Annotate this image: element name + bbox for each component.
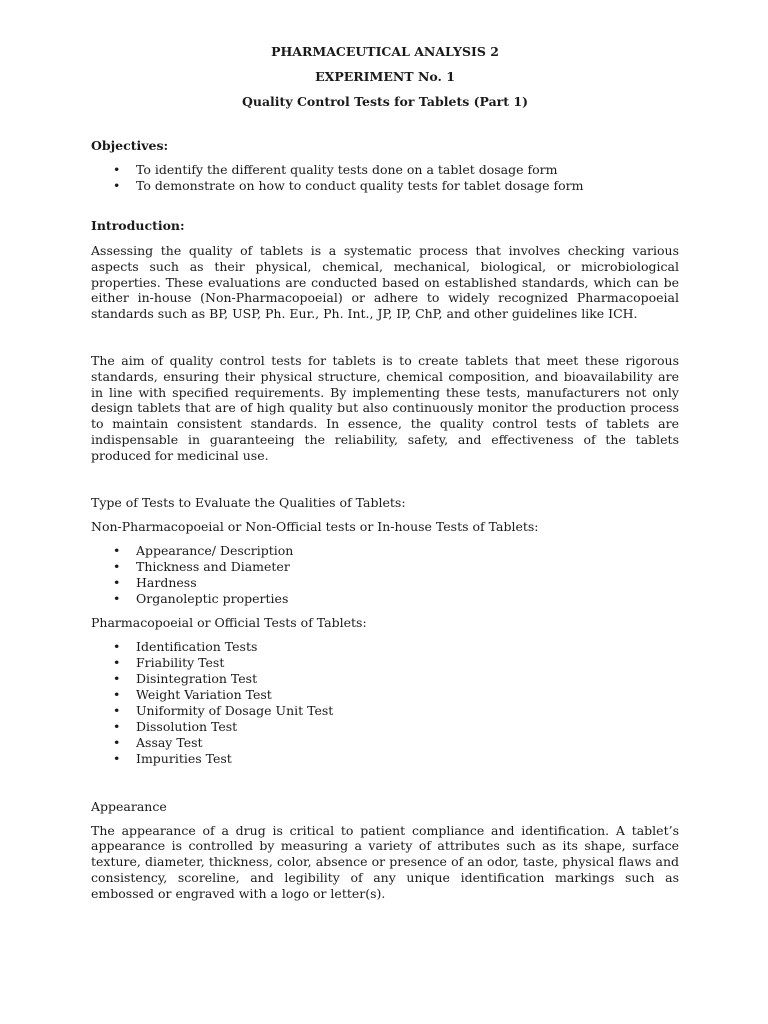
official-tests-list	[91, 639, 679, 767]
appearance-paragraph: The appearance of a drug is critical to patient compliance and identification. A tablet’s appearance is controlled by measuring a variety of attributes such as its shape, surface texture, diameter, thickness, color, absence or presence of an odor, taste, physical flaws and consistency, scoreline, and legibility of any unique identification markings such as embossed or engraved with a logo or letter(s).	[91, 822, 679, 901]
list-item: • Thickness and Diameter	[91, 559, 679, 575]
appearance-heading: Appearance	[91, 798, 167, 814]
list-item: • Weight Variation Test	[91, 687, 679, 703]
introduction-paragraph-2: The aim of quality control tests for tablets is to create tablets that meet these rigorous standards, ensuring their physical structure, chemical composition, and bioavailability are in line with specified requirements. By implementing these tests, manufacturers not only design tablets that are of high quality but also continuously monitor the production process to maintain consistent standards. In essence, the quality control tests of tablets are indispensable in guaranteeing the reliability, safety, and effectiveness of the tablets produced for medicinal use.	[91, 352, 679, 463]
experiment-subtitle: Quality Control Tests for Tablets (Part 1)	[241, 94, 529, 109]
objectives-list	[91, 162, 679, 194]
tests-heading: Type of Tests to Evaluate the Qualities of Tablets:	[91, 494, 406, 510]
non-official-tests-heading: Non-Pharmacopoeial or Non-Official tests or In-house Tests of Tablets:	[91, 518, 539, 534]
list-item: • Organoleptic properties	[91, 591, 679, 607]
objectives-heading: Objectives:	[91, 138, 169, 153]
list-item: • Appearance/ Description	[91, 543, 679, 559]
list-item: • Dissolution Test	[91, 719, 679, 735]
list-item: • Impurities Test	[91, 751, 679, 767]
introduction-paragraph-1: Assessing the quality of tablets is a systematic process that involves checking various aspects such as their physical, chemical, mechanical, biological, or microbiological properties. These evaluations are conducted based on established standards, which can be either in-house (Non-Pharmacopoeial) or adhere to widely recognized Pharmacopoeial standards such as BP, USP, Ph. Eur., Ph. Int., JP, IP, ChP, and other guidelines like ICH.	[91, 243, 679, 322]
list-item: • To identify the different quality tests done on a tablet dosage form	[91, 162, 679, 178]
course-title: PHARMACEUTICAL ANALYSIS 2	[271, 44, 499, 59]
list-item: • Identification Tests	[91, 639, 679, 655]
list-item: • Disintegration Test	[91, 671, 679, 687]
list-item: • To demonstrate on how to conduct quality tests for tablet dosage form	[91, 178, 679, 194]
experiment-number: EXPERIMENT No. 1	[315, 69, 455, 84]
list-item: • Hardness	[91, 575, 679, 591]
list-item: • Assay Test	[91, 735, 679, 751]
document-page	[91, 44, 679, 902]
list-item: • Uniformity of Dosage Unit Test	[91, 703, 679, 719]
list-item: • Friability Test	[91, 655, 679, 671]
introduction-heading: Introduction:	[91, 218, 185, 233]
non-official-tests-list	[91, 543, 679, 607]
official-tests-heading: Pharmacopoeial or Official Tests of Tablets:	[91, 614, 367, 630]
